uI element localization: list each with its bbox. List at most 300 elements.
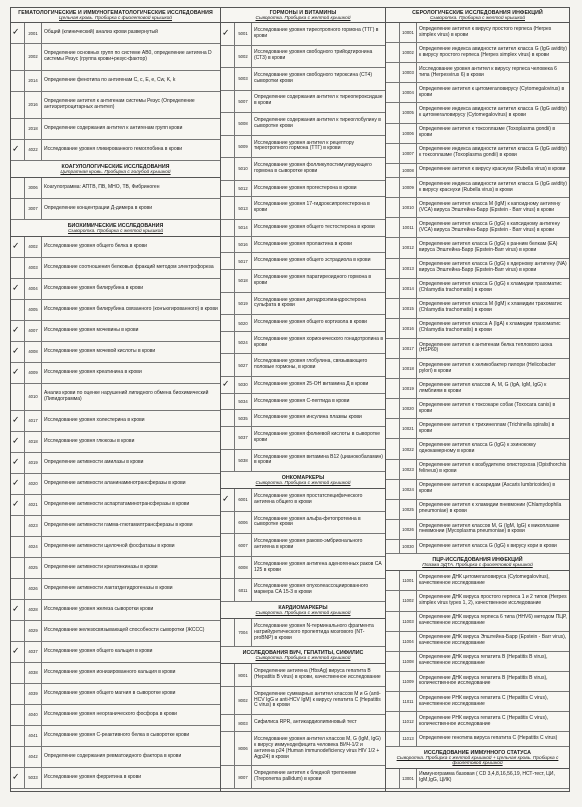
test-checkbox[interactable] xyxy=(221,220,235,236)
test-name: Исследование уровня свободного трийодтиронина (СТ3) в крови xyxy=(254,49,373,62)
test-checkbox[interactable] xyxy=(11,579,25,599)
test-name: Определение антител к вирусу краснухи (Rubella virus) в крови xyxy=(419,166,566,173)
test-row xyxy=(386,439,569,459)
test-row xyxy=(221,579,385,602)
checkmark-icon: ✓ xyxy=(12,436,20,447)
test-name: Исследование уровня билирубина в крови xyxy=(44,284,143,291)
test-name: Определение индекса авидности антител класса G (IgG avidity) к токсоплазме (Toxoplasma gondii) в крови xyxy=(419,146,567,159)
test-row xyxy=(386,218,569,238)
test-row xyxy=(386,500,569,520)
test-row xyxy=(11,432,220,453)
test-row xyxy=(386,279,569,299)
test-checkbox[interactable] xyxy=(386,732,400,745)
test-row xyxy=(221,237,385,254)
column-hormones xyxy=(221,8,386,791)
test-code: 5017 xyxy=(235,253,252,269)
checkmark-icon: ✓ xyxy=(12,604,20,615)
test-code: 10025 xyxy=(400,500,417,519)
test-name: Исследование уровня витамина В12 (цианокобаламин) в крови xyxy=(254,453,383,466)
checkmark-icon: ✓ xyxy=(12,499,20,510)
test-row xyxy=(386,419,569,439)
test-name: Анализ крови по оценке нарушений липидного обмена биохимический (Липидограмма) xyxy=(44,389,209,402)
test-checkbox[interactable] xyxy=(11,279,25,299)
test-name: Определение ДНК вируса гепатита В (Hepatitis B virus), качественное исследование xyxy=(419,654,548,667)
test-checkbox[interactable] xyxy=(11,411,25,431)
test-name: Исследование уровня 17-гидроксипрогестерона в крови xyxy=(254,201,370,214)
checkmark-icon: ✓ xyxy=(12,144,20,155)
test-row xyxy=(386,399,569,419)
test-checkbox[interactable] xyxy=(11,621,25,641)
test-name: Определение антигена (HbsAg) вируса гепатита В (Hepatitis B virus) в крови, качественное исследование xyxy=(254,668,381,681)
test-row xyxy=(386,571,569,591)
test-checkbox[interactable] xyxy=(386,299,400,318)
test-checkbox[interactable] xyxy=(386,652,400,671)
test-code: 8001 xyxy=(235,664,252,686)
test-code: 5018 xyxy=(235,270,252,292)
col3-immune-rows xyxy=(386,769,569,789)
col2-hormone-rows xyxy=(221,23,385,472)
test-row xyxy=(221,23,385,46)
test-name: Исследование уровня С-реактивного белка в сыворотке крови xyxy=(44,731,190,738)
test-name: Исследование уровня 25-ОН витамина Д в крови xyxy=(254,380,369,387)
test-checkbox[interactable] xyxy=(11,516,25,536)
test-code: 2001 xyxy=(25,23,42,43)
test-code: 10010 xyxy=(400,198,417,217)
test-code: 5037 xyxy=(235,427,252,449)
pcr-title: ПЦР-ИССЛЕДОВАНИЯ ИНФЕКЦИЙ xyxy=(432,557,523,564)
test-checkbox[interactable] xyxy=(11,558,25,578)
test-row xyxy=(11,768,220,789)
test-name: Исследование уровня общего магния в сыворотке крови xyxy=(44,689,176,696)
test-row xyxy=(11,684,220,705)
test-checkbox[interactable] xyxy=(221,687,235,714)
test-code: 10026 xyxy=(400,520,417,539)
test-row xyxy=(221,113,385,136)
test-checkbox[interactable] xyxy=(221,113,235,135)
test-name: Определение антител к токсокаре собак (Toxocara canis) в крови xyxy=(419,401,556,414)
test-row xyxy=(221,158,385,181)
test-row xyxy=(386,238,569,258)
test-checkbox[interactable] xyxy=(221,394,235,410)
test-row xyxy=(11,178,220,199)
test-code: 10006 xyxy=(400,124,417,143)
test-code: 10009 xyxy=(400,178,417,197)
test-row xyxy=(221,557,385,580)
test-checkbox[interactable] xyxy=(386,399,400,418)
test-row xyxy=(221,489,385,512)
test-name: Исследование уровня простатспецифического антигена общего в крови xyxy=(254,493,363,505)
test-checkbox[interactable] xyxy=(11,363,25,383)
test-code: 4024 xyxy=(25,537,42,557)
test-checkbox[interactable] xyxy=(386,319,400,338)
biochemistry-title: БИОХИМИЧЕСКИЕ ИССЛЕДОВАНИЯ xyxy=(67,222,164,229)
test-code: 6006 xyxy=(235,512,252,534)
checkmark-icon: ✓ xyxy=(222,28,230,39)
test-row xyxy=(221,450,385,473)
test-name: Определение содержания антител к тиреоглобулину в сыворотке крови xyxy=(254,116,381,129)
test-code: 11004 xyxy=(400,632,417,651)
test-code: 3006 xyxy=(25,178,42,198)
test-row xyxy=(221,136,385,159)
test-code: 5013 xyxy=(235,197,252,219)
test-name: Определение ДНК вируса герпеса 6 типа (HHV6) методом ПЦР, качественное исследование xyxy=(419,614,567,627)
test-checkbox[interactable] xyxy=(11,537,25,557)
test-checkbox[interactable] xyxy=(386,520,400,539)
test-row xyxy=(11,453,220,474)
test-checkbox[interactable] xyxy=(221,427,235,449)
test-checkbox[interactable] xyxy=(221,270,235,292)
test-name: Определение концентрации Д-димера в крови xyxy=(44,204,153,211)
test-checkbox[interactable] xyxy=(386,359,400,378)
col3-serology-rows xyxy=(386,23,569,554)
test-row xyxy=(11,663,220,684)
test-name: Исследование уровня паратиреоидного гормона в крови xyxy=(254,273,372,286)
test-name: Исследование уровня N-терминального фрагмента натрийуретического пропептида мозгового (NT-proBNP) в крови xyxy=(254,622,374,641)
test-code: 2018 xyxy=(25,119,42,139)
test-checkbox[interactable] xyxy=(11,432,25,452)
test-name: Определение активности лактатдегидрогеназы в крови xyxy=(44,584,173,591)
test-name: Исследование соотношения белковых фракций методом электрофореза xyxy=(44,263,214,270)
test-code: 10004 xyxy=(400,83,417,102)
test-checkbox[interactable] xyxy=(221,715,235,731)
test-checkbox[interactable] xyxy=(221,253,235,269)
test-name: Исследование уровня альфа-фетопротеина в сыворотке крови xyxy=(254,515,361,528)
test-checkbox[interactable] xyxy=(386,540,400,553)
test-code: 11003 xyxy=(400,612,417,631)
test-row xyxy=(386,198,569,218)
test-checkbox[interactable] xyxy=(11,44,25,70)
test-name: Исследование уровня дегидроэпиандростерона сульфата в крови xyxy=(254,296,366,309)
test-code: 3007 xyxy=(25,199,42,219)
test-checkbox[interactable] xyxy=(221,197,235,219)
test-row xyxy=(11,600,220,621)
immune-status-section-header xyxy=(386,747,569,769)
test-name: Исследование уровня тиреотропного гормона (ТТГ) в крови xyxy=(254,26,379,39)
test-name: Определение РНК вируса гепатита С (Hepatitis C virus), количественное исследование xyxy=(419,714,549,727)
test-row xyxy=(221,619,385,647)
test-checkbox[interactable] xyxy=(11,726,25,746)
test-checkbox[interactable] xyxy=(221,181,235,197)
test-row xyxy=(11,495,220,516)
col2-oncomarker-rows xyxy=(221,489,385,602)
test-checkbox[interactable] xyxy=(386,591,400,610)
test-name: Определение антител класса А (IgA) к хламидии трахоматис (Chlamydia trachomatis) в крови xyxy=(419,321,561,334)
test-checkbox[interactable] xyxy=(221,619,235,646)
test-name: Исследование уровня мочевой кислоты в крови xyxy=(44,347,156,354)
test-name: Определение фенотипа по антигенам C, c, E, e, Cw, K, k xyxy=(44,76,176,83)
biochemistry-section-header xyxy=(11,220,220,237)
col1-header xyxy=(11,8,220,23)
test-checkbox[interactable] xyxy=(386,500,400,519)
test-code: 8002 xyxy=(235,687,252,714)
test-code: 5019 xyxy=(235,293,252,315)
test-checkbox[interactable] xyxy=(11,768,25,788)
test-name: Определение антител к антигенам белка теплового шока (HSP60) xyxy=(419,341,553,354)
test-code: 8003 xyxy=(235,715,252,731)
test-name: Определение антител к трихинеллам (Trichinella spiralis) в крови xyxy=(419,422,555,434)
checkmark-icon: ✓ xyxy=(12,241,20,252)
test-name: Определение содержания ревматоидного фактора в крови xyxy=(44,752,182,759)
test-row xyxy=(11,342,220,363)
test-checkbox[interactable] xyxy=(221,410,235,426)
checkmark-icon: ✓ xyxy=(222,494,230,505)
test-checkbox[interactable] xyxy=(221,237,235,253)
test-checkbox[interactable] xyxy=(386,712,400,731)
checkmark-icon: ✓ xyxy=(12,772,20,783)
test-checkbox[interactable] xyxy=(386,103,400,122)
test-checkbox[interactable] xyxy=(221,136,235,158)
test-name: Исследование уровня опухолеассоциированного маркера CA 15-3 в крови xyxy=(254,583,369,596)
test-code: 4020 xyxy=(25,474,42,494)
test-row xyxy=(221,253,385,270)
test-checkbox[interactable] xyxy=(11,92,25,118)
test-checkbox[interactable] xyxy=(221,158,235,180)
test-checkbox[interactable] xyxy=(221,332,235,354)
test-checkbox[interactable] xyxy=(11,237,25,257)
test-checkbox[interactable] xyxy=(386,259,400,278)
checkmark-icon: ✓ xyxy=(12,415,20,426)
test-row xyxy=(221,534,385,557)
test-row xyxy=(221,732,385,766)
test-checkbox[interactable] xyxy=(11,705,25,725)
test-checkbox[interactable] xyxy=(221,450,235,472)
test-checkbox[interactable] xyxy=(386,379,400,398)
test-code: 8007 xyxy=(235,766,252,788)
test-checkbox[interactable] xyxy=(386,83,400,102)
test-checkbox[interactable] xyxy=(11,342,25,362)
test-row xyxy=(386,769,569,789)
test-checkbox[interactable] xyxy=(221,46,235,68)
test-code: 5038 xyxy=(235,450,252,472)
test-row xyxy=(221,46,385,69)
test-checkbox[interactable] xyxy=(221,91,235,113)
test-name: Определение антител класса M (IgM) к хламидии трахоматис (Chlamydia trachomatis) в крови xyxy=(419,301,563,314)
test-row xyxy=(386,632,569,652)
test-checkbox[interactable] xyxy=(386,164,400,177)
test-checkbox[interactable] xyxy=(386,198,400,217)
test-code: 4002 xyxy=(25,237,42,257)
test-name: Исследование уровня глобулина, связывающего половые гормоны, в крови xyxy=(254,358,368,371)
test-code: 6001 xyxy=(235,489,252,511)
test-code: 11002 xyxy=(400,591,417,610)
checkmark-icon: ✓ xyxy=(12,367,20,378)
test-code: 4029 xyxy=(25,621,42,641)
hiv-hepatitis-subtitle: Сыворотка. Пробирка с желтой крышкой xyxy=(255,656,351,662)
test-checkbox[interactable] xyxy=(221,68,235,90)
test-checkbox[interactable] xyxy=(11,71,25,91)
test-code: 10021 xyxy=(400,419,417,438)
checkmark-icon: ✓ xyxy=(12,27,20,38)
test-row xyxy=(386,359,569,379)
test-checkbox[interactable] xyxy=(11,321,25,341)
test-row xyxy=(221,68,385,91)
test-checkbox[interactable] xyxy=(11,384,25,410)
test-checkbox[interactable] xyxy=(11,663,25,683)
test-row xyxy=(11,474,220,495)
test-checkbox[interactable] xyxy=(386,419,400,438)
test-code: 5016 xyxy=(235,237,252,253)
test-row xyxy=(386,83,569,103)
test-code: 10001 xyxy=(400,23,417,42)
test-checkbox[interactable] xyxy=(386,279,400,298)
test-checkbox[interactable] xyxy=(386,124,400,143)
checkmark-icon: ✓ xyxy=(12,283,20,294)
test-checkbox[interactable] xyxy=(11,747,25,767)
test-name: Исследование железосвязывающей способности сыворотки (ЖССС) xyxy=(44,626,205,633)
test-checkbox[interactable] xyxy=(386,63,400,82)
test-checkbox[interactable] xyxy=(386,23,400,42)
test-code: 4007 xyxy=(25,321,42,341)
test-checkbox[interactable] xyxy=(11,199,25,219)
test-code: 10018 xyxy=(400,359,417,378)
test-name: Определение антител к вирусу простого герпеса (Herpes simplex virus) в крови xyxy=(419,25,552,38)
test-row xyxy=(11,140,220,161)
test-checkbox[interactable] xyxy=(221,664,235,686)
test-checkbox[interactable] xyxy=(11,642,25,662)
test-row xyxy=(386,259,569,279)
test-checkbox[interactable] xyxy=(221,23,235,45)
test-name: Исследование уровня пролактина в крови xyxy=(254,240,352,247)
test-name: Исследование уровня свободного тироксина (СТ4) сыворотки крови xyxy=(254,71,372,84)
col1-biochemistry-rows xyxy=(11,237,220,789)
col2-title: ГОРМОНЫ И ВИТАМИНЫ xyxy=(269,10,337,16)
test-row xyxy=(11,23,220,44)
test-checkbox[interactable] xyxy=(386,612,400,631)
oncomarkers-subtitle: Сыворотка. Пробирка с желтой крышкой xyxy=(255,481,351,487)
test-checkbox[interactable] xyxy=(386,571,400,590)
test-checkbox[interactable] xyxy=(221,557,235,579)
test-name: Исследование уровня общего кортизола в крови xyxy=(254,319,367,326)
col1-title: ГЕМАТОЛОГИЧЕСКИЕ И ИММУНОГЕМАТОЛОГИЧЕСКИЕ ИССЛЕДОВАНИЯ xyxy=(18,10,213,16)
pcr-section-header xyxy=(386,554,569,571)
test-name: Исследование уровня антител к вирусу герпеса человека 6 типа (Herpesvirus 6) в крови xyxy=(419,65,557,78)
test-checkbox[interactable] xyxy=(11,258,25,278)
test-checkbox[interactable] xyxy=(11,600,25,620)
test-row xyxy=(11,258,220,279)
test-code: 5035 xyxy=(235,410,252,426)
test-row xyxy=(221,512,385,535)
test-name: Исследование уровня ферритина в крови xyxy=(44,774,142,780)
test-checkbox[interactable] xyxy=(11,119,25,139)
pcr-subtitle: Плазма ЭДТА. Пробирка с фиолетовой крышкой xyxy=(422,563,533,569)
test-checkbox[interactable] xyxy=(11,474,25,494)
test-row xyxy=(386,732,569,746)
test-code: 10019 xyxy=(400,379,417,398)
test-name: Исследование уровня глюкозы в крови xyxy=(44,437,135,444)
test-row xyxy=(386,460,569,480)
test-code: 5001 xyxy=(235,23,252,45)
test-checkbox[interactable] xyxy=(386,692,400,711)
test-code: 10011 xyxy=(400,218,417,237)
test-checkbox[interactable] xyxy=(386,43,400,62)
test-code: 5007 xyxy=(235,91,252,113)
test-code: 6011 xyxy=(235,579,252,601)
test-name: Исследование уровня антител к рецептору тиреотропного гормона (ТТГ) в крови xyxy=(254,139,354,152)
test-checkbox[interactable] xyxy=(221,315,235,331)
test-row xyxy=(386,144,569,164)
test-checkbox[interactable] xyxy=(221,354,235,376)
test-row xyxy=(386,672,569,692)
col2-header xyxy=(221,8,385,23)
test-checkbox[interactable] xyxy=(221,534,235,556)
test-row xyxy=(221,315,385,332)
test-checkbox[interactable] xyxy=(221,512,235,534)
test-name: Определение основных групп по системе AB0, определение антигена D системы Резус (группа крови+резус-фактор) xyxy=(44,50,212,62)
cardiomarkers-section-header xyxy=(221,602,385,619)
test-name: Определение антител к бледной трепонеме (Treponema pallidum) в крови xyxy=(254,770,357,783)
test-checkbox[interactable] xyxy=(11,140,25,160)
test-checkbox[interactable] xyxy=(386,632,400,651)
checkmark-icon: ✓ xyxy=(12,346,20,357)
test-checkbox[interactable] xyxy=(386,439,400,458)
biochemistry-subtitle: Сыворотка. Пробирка с желтой крышкой xyxy=(67,228,163,234)
test-checkbox[interactable] xyxy=(386,672,400,691)
test-checkbox[interactable] xyxy=(11,300,25,320)
test-checkbox[interactable] xyxy=(386,460,400,479)
oncomarkers-section-header xyxy=(221,472,385,489)
test-row xyxy=(386,712,569,732)
test-checkbox[interactable] xyxy=(11,23,25,43)
test-name: Исследование уровня холестерина в крови xyxy=(44,416,145,423)
test-code: 4022 xyxy=(25,140,42,160)
test-code: 10003 xyxy=(400,63,417,82)
test-checkbox[interactable] xyxy=(221,377,235,393)
test-checkbox[interactable] xyxy=(221,732,235,765)
col3-header xyxy=(386,8,569,23)
test-code: 10014 xyxy=(400,279,417,298)
test-row xyxy=(386,103,569,123)
test-code: 4026 xyxy=(25,579,42,599)
test-name: Определение антител класса M (IgM) к капсидному антигену (VCA) вируса Эпштейна-Барр (Epstein - Barr virus) в крови xyxy=(419,200,561,213)
test-checkbox[interactable] xyxy=(386,480,400,499)
test-checkbox[interactable] xyxy=(11,453,25,473)
hiv-hepatitis-title: ИССЛЕДОВАНИЯ ВИЧ, ГЕПАТИТЫ, СИФИЛИС xyxy=(242,650,364,657)
test-checkbox[interactable] xyxy=(221,579,235,601)
test-checkbox[interactable] xyxy=(11,178,25,198)
test-code: 10022 xyxy=(400,439,417,458)
test-name: Определение активности аспартатаминотрансферазы в крови xyxy=(44,500,190,507)
col2-cardiomarker-rows xyxy=(221,619,385,647)
test-row xyxy=(11,411,220,432)
test-code: 5012 xyxy=(235,181,252,197)
col3-subtitle: Сыворотка. Пробирка с желтой крышкой xyxy=(429,16,525,21)
test-row xyxy=(386,591,569,611)
checkmark-icon: ✓ xyxy=(12,646,20,657)
test-row xyxy=(11,92,220,119)
test-code: 10030 xyxy=(400,540,417,553)
test-name: Исследование уровня билирубина связанного (конъюгированного) в крови xyxy=(44,305,218,312)
test-checkbox[interactable] xyxy=(386,769,400,788)
test-checkbox[interactable] xyxy=(221,489,235,511)
test-name: Исследование уровня фолликулостимулирующего гормона в сыворотке крови xyxy=(254,162,372,174)
test-checkbox[interactable] xyxy=(11,684,25,704)
test-code: 4008 xyxy=(25,342,42,362)
test-row xyxy=(11,558,220,579)
test-checkbox[interactable] xyxy=(221,293,235,315)
test-checkbox[interactable] xyxy=(386,144,400,163)
test-checkbox[interactable] xyxy=(386,178,400,197)
test-name: Исследование уровня раково-эмбрионального антигена в крови xyxy=(254,538,363,551)
test-row xyxy=(221,410,385,427)
test-row xyxy=(386,480,569,500)
test-checkbox[interactable] xyxy=(221,766,235,788)
test-checkbox[interactable] xyxy=(11,495,25,515)
test-checkbox[interactable] xyxy=(386,339,400,358)
test-name: Исследование уровня фолиевой кислоты в сыворотке крови xyxy=(254,430,381,443)
test-name: Определение антител класса G (IgG) к капсидному антигену (VCA) вируса Эпштейна-Барр (Epstein - Barr virus) в крови xyxy=(419,220,560,233)
test-checkbox[interactable] xyxy=(386,218,400,237)
test-checkbox[interactable] xyxy=(386,238,400,257)
